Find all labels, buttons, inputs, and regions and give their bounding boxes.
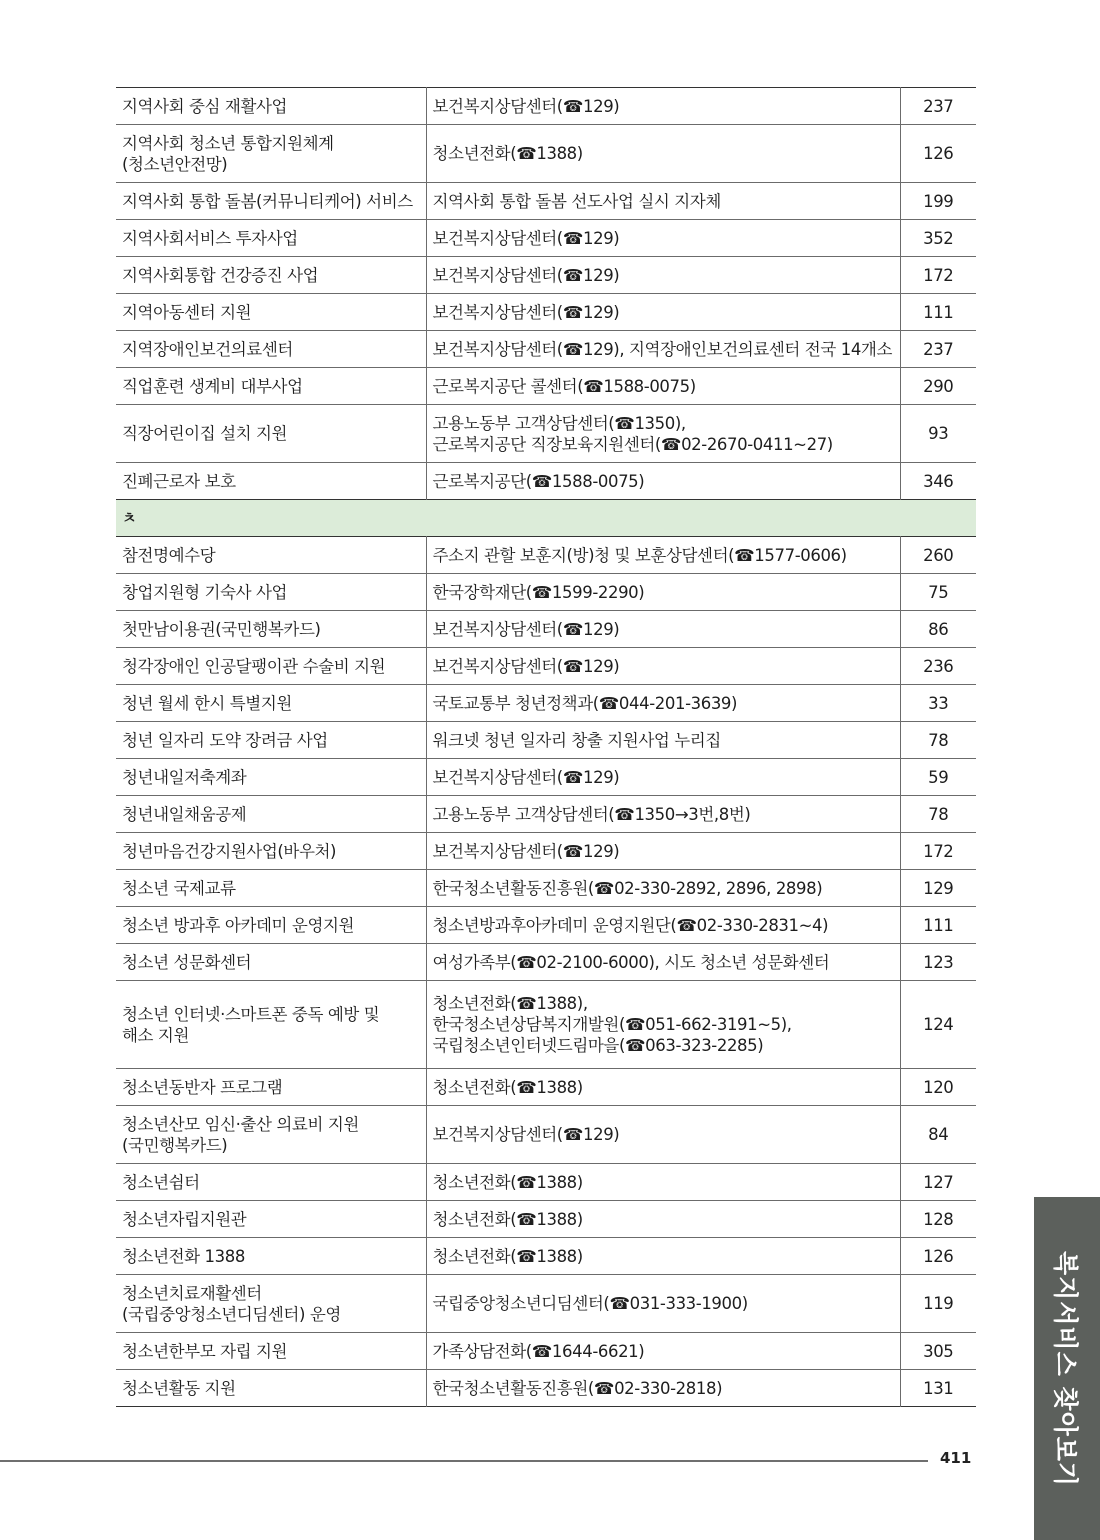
page-ref-cell: 172 [923, 265, 954, 285]
page-ref-cell: 33 [928, 693, 949, 713]
contact-cell: 청소년전화(☎1388) [426, 1164, 900, 1201]
table-row [116, 759, 976, 796]
table-row [116, 574, 976, 611]
page-ref-cell: 59 [928, 767, 949, 787]
service-name-cell: 청소년전화 1388 [116, 1238, 426, 1275]
service-name-cell: 청년마음건강지원사업(바우처) [116, 833, 426, 870]
contact-cell: 한국청소년활동진흥원(☎02-330-2892, 2896, 2898) [426, 870, 900, 907]
side-tab-label: 복지서비스 찾아보기 [1051, 1250, 1080, 1487]
table-row [116, 981, 976, 1069]
contact-cell: 청소년방과후아카데미 운영지원단(☎02-330-2831~4) [426, 907, 900, 944]
service-name-cell: 창업지원형 기숙사 사업 [116, 574, 426, 611]
table-row [116, 1275, 976, 1333]
service-name-cell: 청년내일저축계좌 [116, 759, 426, 796]
page-ref-cell: 93 [928, 424, 949, 443]
table-row [116, 722, 976, 759]
service-name-cell: 진폐근로자 보호 [116, 463, 426, 500]
page-ref-cell: 126 [923, 1246, 954, 1266]
service-name-cell: 청소년자립지원관 [116, 1201, 426, 1238]
table-row [116, 944, 976, 981]
page-ref-cell: 352 [923, 228, 954, 248]
service-name-cell: 청소년쉼터 [116, 1164, 426, 1201]
table-row [116, 405, 976, 463]
contact-cell: 보건복지상담센터(☎129) [426, 759, 900, 796]
table-row [116, 685, 976, 722]
page-ref-cell: 237 [923, 96, 954, 116]
table-body-top [116, 88, 976, 500]
page-ref-cell: 75 [928, 582, 949, 602]
contact-cell: 보건복지상담센터(☎129) [426, 1106, 900, 1164]
page-ref-cell: 129 [923, 878, 954, 898]
page-ref-cell: 84 [928, 1125, 949, 1144]
contact-cell: 청소년전화(☎1388) [426, 1069, 900, 1106]
contact-cell: 보건복지상담센터(☎129) [426, 294, 900, 331]
table-row [116, 1106, 976, 1164]
page-ref-cell: 128 [923, 1209, 954, 1229]
page-ref-cell: 172 [923, 841, 954, 861]
table-row [116, 368, 976, 405]
contact-cell: 청소년전화(☎1388) [426, 1238, 900, 1275]
table-row [116, 833, 976, 870]
table-row [116, 220, 976, 257]
table-row [116, 1238, 976, 1275]
table-row [116, 870, 976, 907]
page-ref-cell: 86 [928, 619, 949, 639]
contact-cell: 보건복지상담센터(☎129), 지역장애인보건의료센터 전국 14개소 [426, 331, 900, 368]
page-ref-cell: 290 [923, 376, 954, 396]
contact-cell: 가족상담전화(☎1644-6621) [426, 1333, 900, 1370]
page-ref-cell: 120 [923, 1077, 954, 1097]
page-number: 411 [940, 1449, 972, 1467]
page-ref-cell: 111 [923, 915, 954, 935]
service-name-cell: 청소년산모 임신·출산 의료비 지원 (국민행복카드) [116, 1106, 426, 1164]
side-tab[interactable] [1034, 1197, 1100, 1540]
table-row [116, 88, 976, 125]
page-ref-cell: 78 [928, 804, 949, 824]
contact-cell: 고용노동부 고객상담센터(☎1350), 근로복지공단 직장보육지원센터(☎02-2670-0411~27) [426, 405, 900, 463]
contact-cell: 여성가족부(☎02-2100-6000), 시도 청소년 성문화센터 [426, 944, 900, 981]
contact-cell: 지역사회 통합 돌봄 선도사업 실시 지자체 [426, 183, 900, 220]
page-ref-cell: 119 [923, 1294, 954, 1313]
contact-cell: 청소년전화(☎1388) [426, 125, 900, 183]
service-name-cell: 직업훈련 생계비 대부사업 [116, 368, 426, 405]
page-ref-cell: 199 [923, 191, 954, 211]
contact-cell: 보건복지상담센터(☎129) [426, 88, 900, 125]
section-letter: ㅊ [116, 500, 976, 537]
table-row [116, 1201, 976, 1238]
page-ref-cell: 260 [923, 545, 954, 565]
table-row [116, 1164, 976, 1201]
service-name-cell: 직장어린이집 설치 지원 [116, 405, 426, 463]
contact-cell: 국립중앙청소년디딤센터(☎031-333-1900) [426, 1275, 900, 1333]
service-name-cell: 청소년 방과후 아카데미 운영지원 [116, 907, 426, 944]
service-name-cell: 청소년 국제교류 [116, 870, 426, 907]
table-body-bottom [116, 537, 976, 1407]
service-name-cell: 첫만남이용권(국민행복카드) [116, 611, 426, 648]
contact-cell: 주소지 관할 보훈지(방)청 및 보훈상담센터(☎1577-0606) [426, 537, 900, 574]
contact-cell: 청소년전화(☎1388), 한국청소년상담복지개발원(☎051-662-3191~5), 국립청소년인터넷드림마을(☎063-323-2285) [426, 981, 900, 1069]
service-name-cell: 지역사회 청소년 통합지원체계 (청소년안전망) [116, 125, 426, 183]
service-name-cell: 지역사회통합 건강증진 사업 [116, 257, 426, 294]
page-ref-cell: 305 [923, 1341, 954, 1361]
service-name-cell: 청년 월세 한시 특별지원 [116, 685, 426, 722]
table-row [116, 331, 976, 368]
contact-cell: 국토교통부 청년정책과(☎044-201-3639) [426, 685, 900, 722]
service-name-cell: 청소년활동 지원 [116, 1370, 426, 1407]
page-ref-cell: 123 [923, 952, 954, 972]
page-ref-cell: 237 [923, 339, 954, 359]
page-ref-cell: 236 [923, 656, 954, 676]
service-name-cell: 지역아동센터 지원 [116, 294, 426, 331]
contact-cell: 한국청소년활동진흥원(☎02-330-2818) [426, 1370, 900, 1407]
section-header-group [116, 500, 976, 537]
service-name-cell: 지역사회 통합 돌봄(커뮤니티케어) 서비스 [116, 183, 426, 220]
service-name-cell: 청각장애인 인공달팽이관 수술비 지원 [116, 648, 426, 685]
service-index-table [116, 87, 976, 1407]
page-ref-cell: 127 [923, 1172, 954, 1192]
contact-cell: 보건복지상담센터(☎129) [426, 257, 900, 294]
page-ref-cell: 78 [928, 730, 949, 750]
service-name-cell: 청소년한부모 자립 지원 [116, 1333, 426, 1370]
page-ref-cell: 131 [923, 1378, 954, 1398]
table-row [116, 125, 976, 183]
page-ref-cell: 124 [923, 1015, 954, 1034]
footer-rule [0, 1460, 928, 1462]
contact-cell: 보건복지상담센터(☎129) [426, 648, 900, 685]
page-ref-cell: 126 [923, 144, 954, 163]
table-row [116, 907, 976, 944]
table-row [116, 183, 976, 220]
table-row [116, 463, 976, 500]
contact-cell: 워크넷 청년 일자리 창출 지원사업 누리집 [426, 722, 900, 759]
service-name-cell: 청소년 인터넷·스마트폰 중독 예방 및 해소 지원 [116, 981, 426, 1069]
service-name-cell: 지역사회 중심 재활사업 [116, 88, 426, 125]
contact-cell: 고용노동부 고객상담센터(☎1350→3번,8번) [426, 796, 900, 833]
contact-cell: 보건복지상담센터(☎129) [426, 220, 900, 257]
page-ref-cell: 111 [923, 302, 954, 322]
service-name-cell: 청소년동반자 프로그램 [116, 1069, 426, 1106]
table-row [116, 796, 976, 833]
service-name-cell: 참전명예수당 [116, 537, 426, 574]
service-name-cell: 지역사회서비스 투자사업 [116, 220, 426, 257]
contact-cell: 근로복지공단(☎1588-0075) [426, 463, 900, 500]
table-row [116, 1333, 976, 1370]
page-ref-cell: 346 [923, 471, 954, 491]
contact-cell: 보건복지상담센터(☎129) [426, 833, 900, 870]
table-row [116, 1370, 976, 1407]
service-name-cell: 청년 일자리 도약 장려금 사업 [116, 722, 426, 759]
contact-cell: 청소년전화(☎1388) [426, 1201, 900, 1238]
contact-cell: 보건복지상담센터(☎129) [426, 611, 900, 648]
service-name-cell: 청소년치료재활센터 (국립중앙청소년디딤센터) 운영 [116, 1275, 426, 1333]
contact-cell: 근로복지공단 콜센터(☎1588-0075) [426, 368, 900, 405]
service-name-cell: 청년내일채움공제 [116, 796, 426, 833]
table-row [116, 257, 976, 294]
table-row [116, 537, 976, 574]
table-row [116, 1069, 976, 1106]
table-row [116, 294, 976, 331]
section-header-row [116, 500, 976, 537]
contact-cell: 한국장학재단(☎1599-2290) [426, 574, 900, 611]
service-name-cell: 지역장애인보건의료센터 [116, 331, 426, 368]
table-row [116, 648, 976, 685]
service-name-cell: 청소년 성문화센터 [116, 944, 426, 981]
table-row [116, 611, 976, 648]
